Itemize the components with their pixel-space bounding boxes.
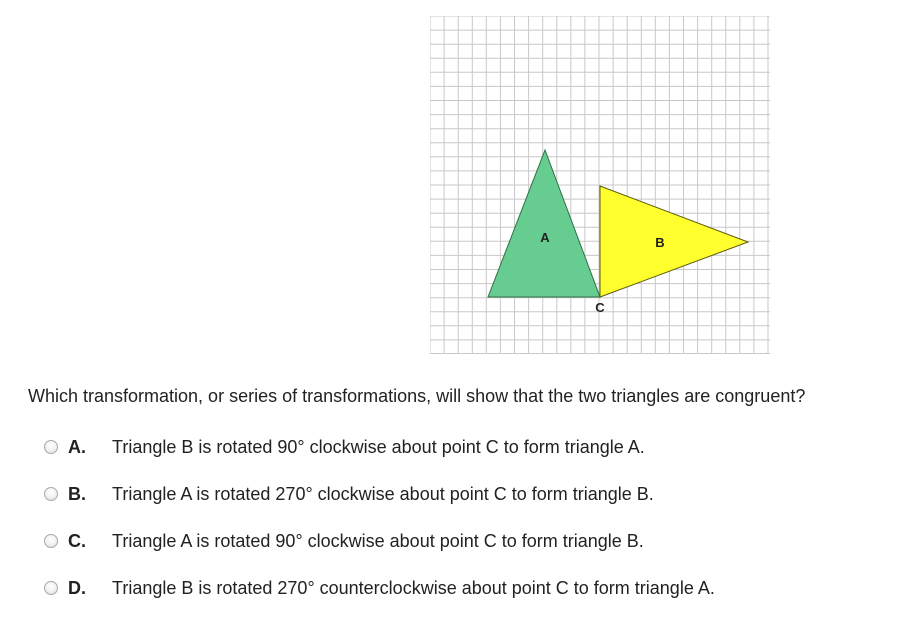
radio-button-b[interactable]: [44, 487, 58, 501]
question-text: Which transformation, or series of transformations, will show that the two triangles are congruent?: [28, 386, 806, 406]
triangle-b-label: B: [655, 235, 665, 250]
option-d[interactable]: [44, 575, 715, 601]
option-a-text: Triangle B is rotated 90° clockwise about point C to form triangle A.: [112, 436, 645, 457]
option-b-letter: B.: [68, 483, 86, 504]
radio-button-d[interactable]: [44, 581, 58, 595]
triangle-a: [488, 150, 600, 297]
option-c-text: Triangle A is rotated 90° clockwise about point C to form triangle B.: [112, 530, 644, 551]
option-d-text: Triangle B is rotated 270° counterclockwise about point C to form triangle A.: [112, 577, 715, 598]
option-d-letter: D.: [68, 577, 86, 598]
option-b-text: Triangle A is rotated 270° clockwise about point C to form triangle B.: [112, 483, 654, 504]
option-c-letter: C.: [68, 530, 86, 551]
coordinate-grid: [430, 16, 770, 354]
option-b[interactable]: [44, 481, 654, 507]
triangle-a-label: A: [540, 230, 550, 245]
option-c[interactable]: [44, 528, 644, 554]
point-c-label: C: [595, 300, 605, 315]
radio-button-a[interactable]: [44, 440, 58, 454]
option-a-letter: A.: [68, 436, 86, 457]
grid-figure: [430, 16, 770, 354]
option-a[interactable]: [44, 434, 645, 460]
radio-button-c[interactable]: [44, 534, 58, 548]
